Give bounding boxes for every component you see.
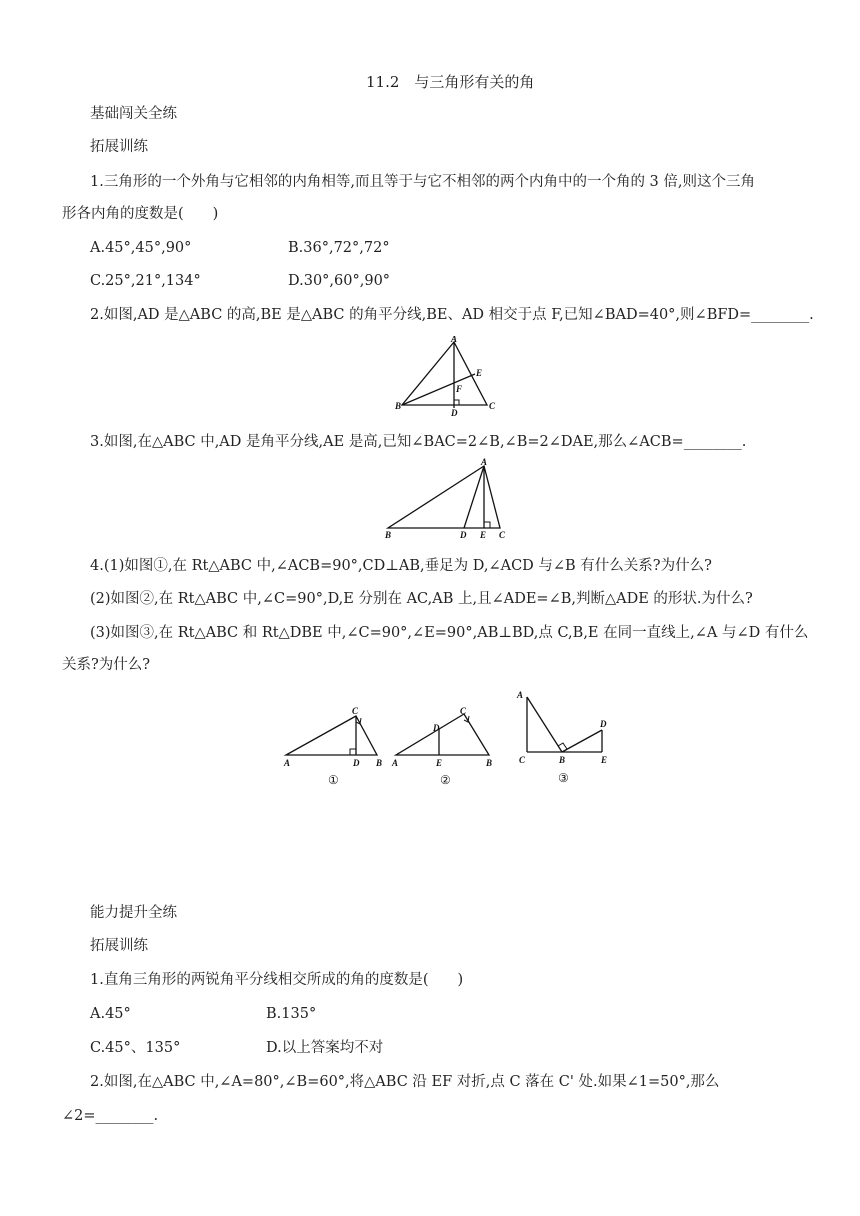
fig1-label-c: C xyxy=(352,706,359,716)
q1-option-a: A.45°,45°,90° xyxy=(90,240,192,256)
fig3-label-d: D xyxy=(600,719,607,729)
q3-label-c: C xyxy=(499,530,506,540)
q1-option-c: C.25°,21°,134° xyxy=(90,273,201,289)
fig2-label-e: E xyxy=(436,758,443,768)
section-heading-ability: 能力提升全练 xyxy=(90,905,177,921)
q1-option-b: B.36°,72°,72° xyxy=(288,240,390,256)
q3-stem: 3.如图,在△ABC 中,AD 是角平分线,AE 是高,已知∠BAC=2∠B,∠B=2∠DAE,那么∠ACB=________. xyxy=(90,434,747,450)
q1-stem-line2: 形各内角的度数是( ) xyxy=(62,206,219,222)
q3-bisector-ad xyxy=(464,466,484,528)
fig2-label-d: D xyxy=(433,723,440,733)
fig1-label-b: B xyxy=(376,758,383,768)
q2-label-f: F xyxy=(456,384,463,394)
fig2-label-c: C xyxy=(460,706,467,716)
q4-part3-line1: (3)如图③,在 Rt△ABC 和 Rt△DBE 中,∠C=90°,∠E=90°,AB⊥BD,点 C,B,E 在同一直线上,∠A 与∠D 有什么 xyxy=(90,625,809,641)
q4-figure-1 xyxy=(280,704,390,790)
fig3-label-e: E xyxy=(601,755,608,765)
fig3-label-c: C xyxy=(519,755,526,765)
fig2-label-b: B xyxy=(486,758,493,768)
q2-triangle-figure xyxy=(390,336,510,420)
s2-q1-option-c: C.45°、135° xyxy=(90,1040,181,1056)
q2-triangle-abc xyxy=(402,342,487,405)
q2-label-d: D xyxy=(451,408,458,418)
q2-label-e: E xyxy=(476,368,483,378)
fig3-label-a: A xyxy=(517,690,524,700)
q4-part3-line2: 关系?为什么? xyxy=(62,657,151,673)
fig1-label-a: A xyxy=(284,758,291,768)
fig3-caption: ③ xyxy=(558,771,569,785)
q3-triangle-figure xyxy=(380,456,515,542)
section-subheading-1: 拓展训练 xyxy=(90,139,148,155)
q4-part2: (2)如图②,在 Rt△ABC 中,∠C=90°,D,E 分别在 AC,AB 上,且∠ADE=∠B,判断△ADE 的形状.为什么? xyxy=(90,591,753,607)
q3-label-d: D xyxy=(460,530,467,540)
section-heading-basic: 基础闯关全练 xyxy=(90,106,177,122)
s2-q1-option-d: D.以上答案均不对 xyxy=(266,1040,384,1056)
fig3-label-b: B xyxy=(559,755,566,765)
q2-label-c: C xyxy=(489,401,496,411)
section-subheading-2: 拓展训练 xyxy=(90,938,148,954)
q2-bisector-be xyxy=(402,374,475,405)
fig1-caption: ① xyxy=(328,773,339,787)
q4-figure-3 xyxy=(515,686,620,786)
q3-label-e: E xyxy=(480,530,487,540)
q3-label-b: B xyxy=(385,530,392,540)
q2-label-b: B xyxy=(395,401,402,411)
q4-part1: 4.(1)如图①,在 Rt△ABC 中,∠ACB=90°,CD⊥AB,垂足为 D,∠ACD 与∠B 有什么关系?为什么? xyxy=(90,558,712,574)
s2-q1-option-a: A.45° xyxy=(90,1006,131,1022)
q3-label-a: A xyxy=(481,457,488,467)
fig2-label-a: A xyxy=(392,758,399,768)
fig3-segment-ab xyxy=(527,697,562,752)
fig1-label-d: D xyxy=(353,758,360,768)
q3-triangle-abc xyxy=(388,466,500,528)
q1-option-d: D.30°,60°,90° xyxy=(288,273,391,289)
page-title: 11.2 与三角形有关的角 xyxy=(366,73,535,91)
q2-label-a: A xyxy=(451,336,458,344)
q1-stem-line1: 1.三角形的一个外角与它相邻的内角相等,而且等于与它不相邻的两个内角中的一个角的 3 倍,则这个三角 xyxy=(90,174,755,190)
s2-q1-option-b: B.135° xyxy=(266,1006,317,1022)
fig2-caption: ② xyxy=(440,773,451,787)
q2-stem: 2.如图,AD 是△ABC 的高,BE 是△ABC 的角平分线,BE、AD 相交于点 F,已知∠BAD=40°,则∠BFD=________. xyxy=(90,307,814,323)
s2-q2-stem-line1: 2.如图,在△ABC 中,∠A=80°,∠B=60°,将△ABC 沿 EF 对折,点 C 落在 C' 处.如果∠1=50°,那么 xyxy=(90,1074,720,1090)
s2-q2-stem-line2: ∠2=________. xyxy=(62,1108,159,1124)
fig1-triangle-abc xyxy=(286,716,377,755)
q4-figure-2 xyxy=(390,704,500,790)
fig3-segment-bd xyxy=(562,730,602,752)
fig2-triangle-abc xyxy=(396,714,489,755)
s2-q1-stem: 1.直角三角形的两锐角平分线相交所成的角的度数是( ) xyxy=(90,972,464,988)
